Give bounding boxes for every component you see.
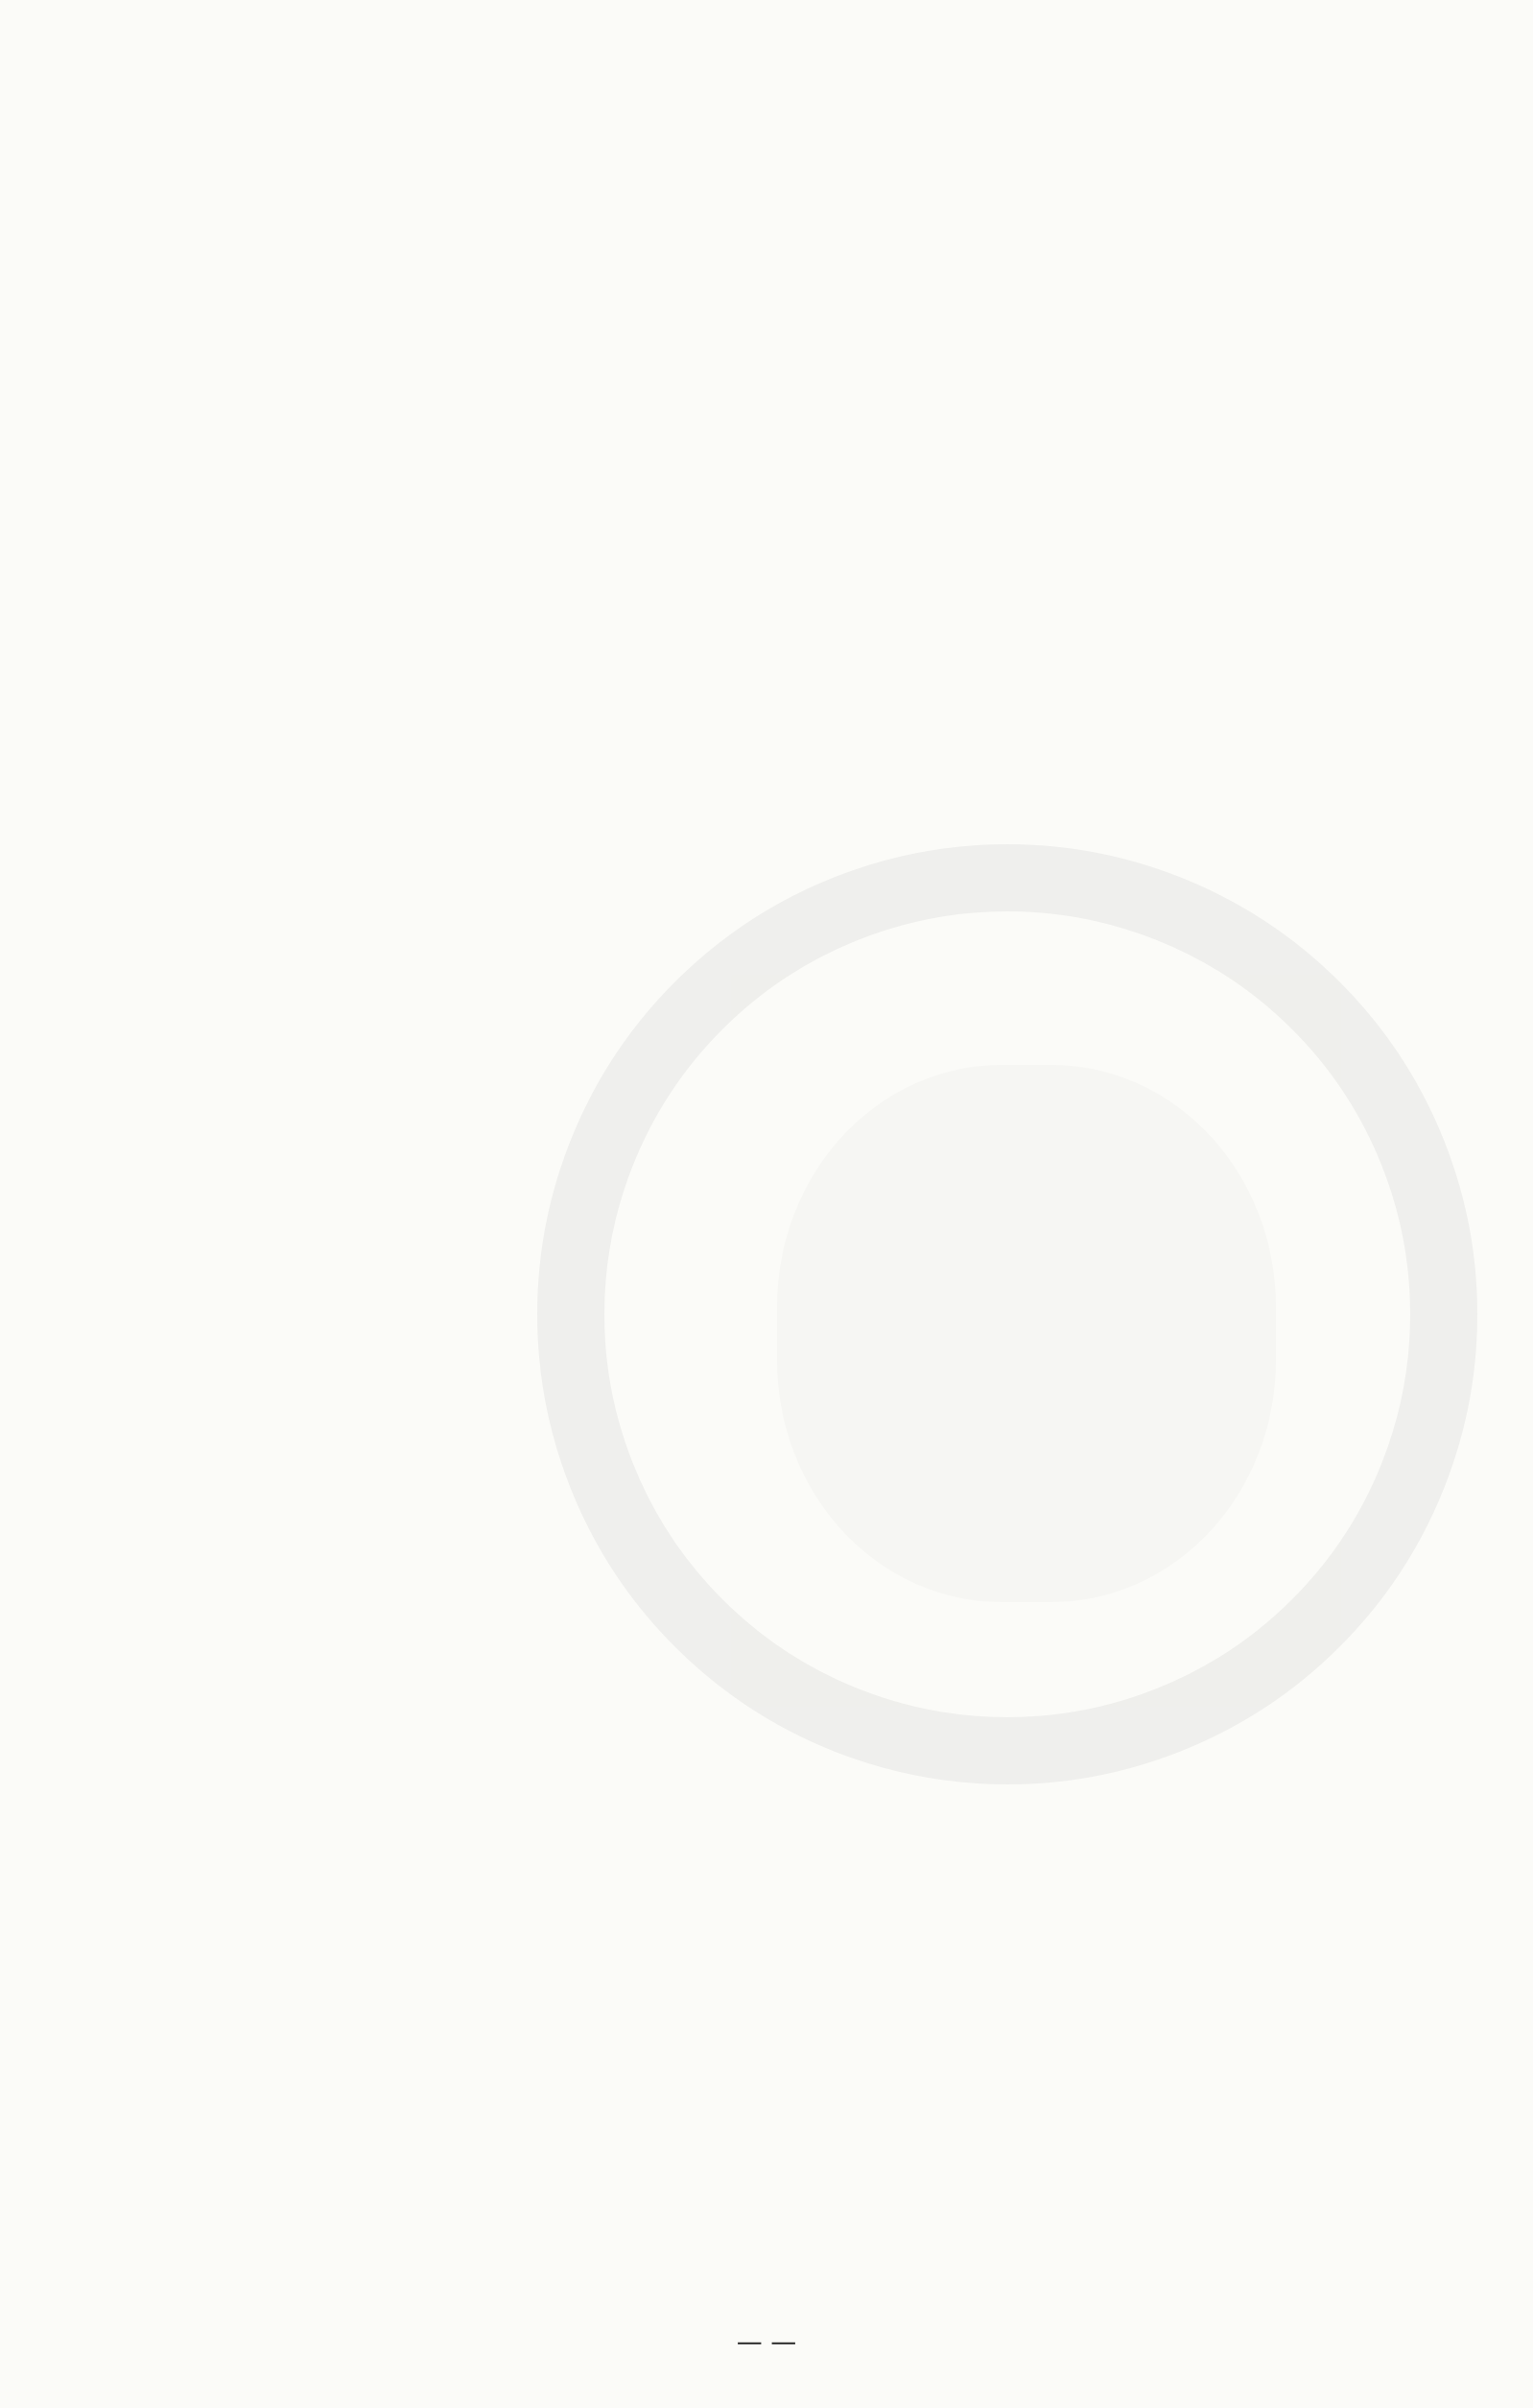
answer-line-i	[91, 75, 1453, 183]
background-seal-watermark	[537, 844, 1477, 1784]
answer-line-iii	[91, 291, 1453, 399]
answer-page	[91, 75, 1453, 508]
page-footer: — —	[736, 2327, 797, 2357]
answer-line-v2	[91, 399, 1453, 508]
answer-line-ii	[91, 183, 1453, 292]
